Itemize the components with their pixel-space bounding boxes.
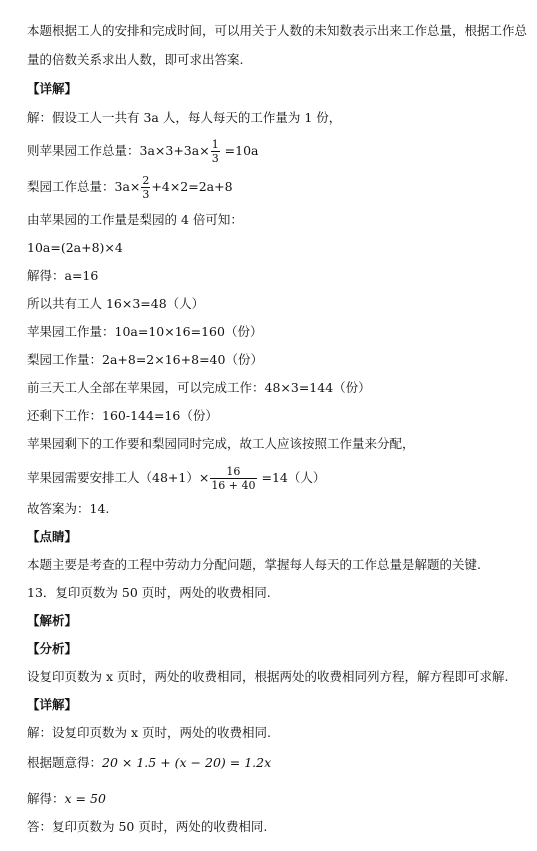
text-line-let-x: 解：设复印页数为 x 页时，两处的收费相同. xyxy=(27,725,271,740)
text-line-final-answer: 答：复印页数为 50 页时，两处的收费相同. xyxy=(27,819,268,834)
fraction-numerator: 2 xyxy=(142,174,150,187)
text-line-remaining: 还剩下工作：160-144=16（份） xyxy=(27,408,218,423)
equation-problem-13 xyxy=(27,754,271,772)
equation-apple-total-part2: =10a xyxy=(220,143,259,158)
text-line-2: 量的倍数关系求出人数，即可求出答案. xyxy=(27,52,244,67)
equation-apple-workers-part2: =14（人） xyxy=(257,470,326,485)
text-line-distribution: 苹果园剩下的工作要和梨园同时完成，故工人应该按照工作量来分配， xyxy=(27,436,415,451)
section-heading-detail: 【详解】 xyxy=(27,81,78,96)
problem-13-answer: 13．复印页数为 50 页时，两处的收费相同. xyxy=(27,585,271,600)
text-line-ratio: 由苹果园的工作量是梨园的 4 倍可知： xyxy=(27,212,243,227)
fraction-denominator: 3 xyxy=(142,188,150,201)
section-heading-comment: 【点睛】 xyxy=(27,529,78,544)
equation-apple-workers xyxy=(27,465,325,492)
text-line-solve-a: 解得：a=16 xyxy=(27,268,99,283)
equation-problem-13-formula: 20 × 1.5 + (x − 20) = 1.2x xyxy=(102,755,272,770)
equation-solution xyxy=(27,790,106,808)
equation-apple-total-part1: 则苹果园工作总量：3a×3+3a× xyxy=(27,143,210,158)
text-line-pear-work: 梨园工作量：2a+8=2×16+8=40（份） xyxy=(27,352,263,367)
text-line-total-workers: 所以共有工人 16×3=48（人） xyxy=(27,296,205,311)
fraction-numerator: 1 xyxy=(211,138,219,151)
fraction-two-thirds xyxy=(141,174,150,201)
text-line-first-three-days: 前三天工人全部在苹果园，可以完成工作：48×3=144（份） xyxy=(27,380,371,395)
section-heading-detail-2: 【详解】 xyxy=(27,697,78,712)
fraction-denominator: 3 xyxy=(211,152,219,165)
text-line-assumption: 解：假设工人一共有 3a 人，每人每天的工作量为 1 份， xyxy=(27,110,342,125)
equation-solution-label: 解得： xyxy=(27,791,65,806)
fraction-16-over-56 xyxy=(210,465,256,492)
text-line-apple-work: 苹果园工作量：10a=10×16=160（份） xyxy=(27,324,263,339)
equation-pear-total-part1: 梨园工作总量：3a× xyxy=(27,179,141,194)
section-heading-analysis: 【解析】 xyxy=(27,613,78,628)
section-heading-breakdown: 【分析】 xyxy=(27,641,78,656)
equation-apple-workers-part1: 苹果园需要安排工人（48+1）× xyxy=(27,470,210,485)
fraction-one-third xyxy=(211,138,220,165)
text-line-answer-14: 故答案为：14. xyxy=(27,501,110,516)
text-line-1: 本题根据工人的安排和完成时间，可以用关于人数的未知数表示出来工作总量，根据工作总 xyxy=(27,23,528,38)
equation-apple-total xyxy=(27,138,259,165)
text-line-summary: 本题主要是考查的工程中劳动力分配问题，掌握每人每天的工作总量是解题的关键. xyxy=(27,557,481,572)
fraction-denominator: 16 + 40 xyxy=(211,479,256,492)
equation-pear-total xyxy=(27,174,233,201)
equation-problem-13-label: 根据题意得： xyxy=(27,755,103,770)
fraction-numerator: 16 xyxy=(226,465,241,478)
equation-solution-value: x = 50 xyxy=(64,791,106,806)
equation-ratio: 10a=(2a+8)×4 xyxy=(27,240,123,255)
text-line-setup: 设复印页数为 x 页时，两处的收费相同，根据两处的收费相同列方程，解方程即可求解. xyxy=(27,669,509,684)
equation-pear-total-part2: +4×2=2a+8 xyxy=(151,179,233,194)
